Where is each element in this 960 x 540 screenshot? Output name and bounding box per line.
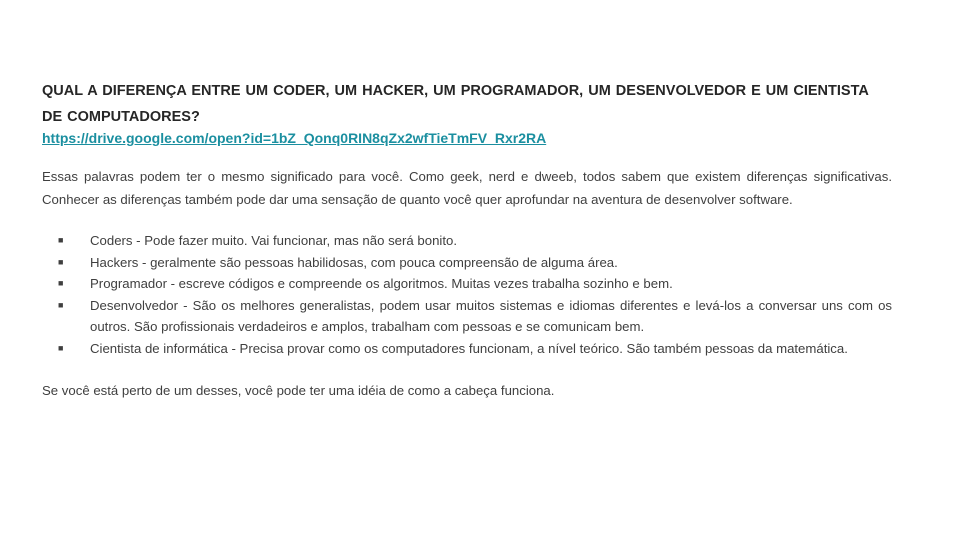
- page-title: QUAL A DIFERENÇA ENTRE UM CODER, UM HACKER, UM PROGRAMADOR, UM DESENVOLVEDOR E UM CIENTISTA DE COMPUTADORES?: [42, 83, 869, 125]
- list-item: [42, 273, 892, 295]
- bullet-square-icon: ■: [58, 256, 64, 267]
- list-item: [42, 338, 892, 360]
- list-item: [42, 230, 892, 252]
- slide-content: [42, 78, 892, 402]
- list-item-text: Desenvolvedor - São os melhores generalistas, podem usar muitos sistemas e idiomas diferentes e levá-los a conversar uns com os outros. São profissionais verdadeiros e amplos, trabalham com pessoas e se comunicam bem.: [90, 297, 892, 334]
- closing-paragraph: Se você está perto de um desses, você pode ter uma idéia de como a cabeça funciona.: [42, 383, 555, 398]
- bullet-square-icon: ■: [58, 299, 64, 310]
- list-item-text: Programador - escreve códigos e compreende os algoritmos. Muitas vezes trabalha sozinho e bem.: [90, 276, 673, 291]
- list-item: [42, 252, 892, 274]
- bullet-square-icon: ■: [58, 342, 64, 353]
- bullet-square-icon: ■: [58, 235, 64, 245]
- list-item: [42, 295, 892, 338]
- list-item-text: Coders - Pode fazer muito. Vai funcionar, mas não será bonito.: [90, 233, 458, 248]
- drive-link[interactable]: https://drive.google.com/open?id=1bZ_Qonq0RIN8qZx2wfTieTmFV_Rxr2RA: [42, 130, 547, 146]
- intro-paragraph: Essas palavras podem ter o mesmo significado para você. Como geek, nerd e dweeb, todos sabem que existem diferenças significativas. Conhecer as diferenças também pode dar uma sensação de quanto você quer aprofundar na aventura de desenvolver software.: [42, 169, 892, 207]
- roles-list: [42, 230, 892, 359]
- list-item-text: Cientista de informática - Precisa provar como os computadores funcionam, a nível teórico. São também pessoas da matemática.: [90, 340, 848, 356]
- bullet-square-icon: ■: [58, 278, 64, 288]
- list-item-text: Hackers - geralmente são pessoas habilidosas, com pouca compreensão de alguma área.: [90, 254, 618, 270]
